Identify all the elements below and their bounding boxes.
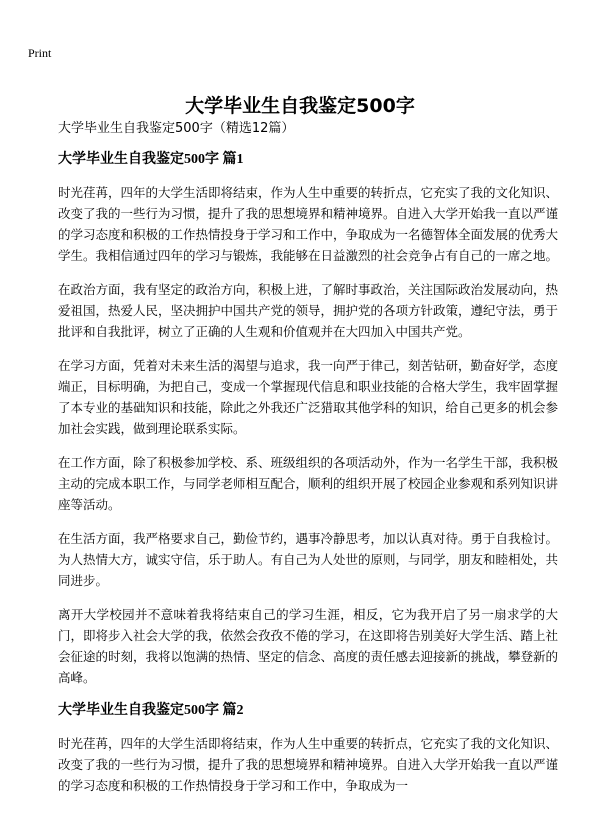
section-heading: 大学毕业生自我鉴定500字 篇1 [58, 152, 244, 167]
paragraph: 在学习方面，凭着对未来生活的渴望与追求，我一向严于律己，刻苦钻研，勤奋好学，态度端正，目标明确，为把自己，变成一个掌握现代信息和职业技能的合格大学生，我牢固掌握了本专业的基础知识和技能，除此之外我还广泛猎取其他学科的知识，给自己更多的机会参加社会实践，做到理论联系实际。 [58, 358, 559, 436]
paragraph: 在工作方面，除了积极参加学校、系、班级组织的各项活动外，作为一名学生干部，我积极主动的完成本职工作，与同学老师相互配合，顺利的组织开展了校园企业参观和系列知识讲座等活动。 [58, 455, 559, 512]
section-heading: 大学毕业生自我鉴定500字 篇2 [58, 703, 244, 718]
print-link[interactable]: Print [28, 46, 52, 60]
page-title: 大学毕业生自我鉴定500字 [185, 94, 415, 117]
paragraph: 在政治方面，我有坚定的政治方向，积极上进，了解时事政治，关注国际政治发展动向，热爱祖国，热爱人民，坚决拥护中国共产党的领导，拥护党的各项方针政策，遵纪守法，勇于批评和自我批评，树立了正确的人生观和价值观并在大四加入中国共产党。 [58, 282, 559, 339]
paragraph: 时光荏苒，四年的大学生活即将结束，作为人生中重要的转折点，它充实了我的文化知识、改变了我的一些行为习惯，提升了我的思想境界和精神境界。自进入大学开始我一直以严谨的学习态度和积极的工作热情投身于学习和工作中，争取成为一名德智体全面发展的优秀大学生。我相信通过四年的学习与锻炼，我能够在日益激烈的社会竞争占有自己的一席之地。 [58, 185, 559, 263]
paragraph: 离开大学校园并不意味着我将结束自己的学习生涯，相反，它为我开启了另一扇求学的大门，即将步入社会大学的我，依然会孜孜不倦的学习，在这即将告别美好大学生活、踏上社会征途的时刻，我将以饱满的热情、坚定的信念、高度的责任感去迎接新的挑战，攀登新的高峰。 [58, 607, 559, 685]
paragraph: 时光荏苒，四年的大学生活即将结束，作为人生中重要的转折点，它充实了我的文化知识、改变了我的一些行为习惯，提升了我的思想境界和精神境界。自进入大学开始我一直以严谨的学习态度和积极的工作热情投身于学习和工作中，争取成为一 [58, 736, 559, 793]
document-body [58, 120, 558, 809]
document-subtitle: 大学毕业生自我鉴定500字（精选12篇） [58, 121, 295, 136]
paragraph: 在生活方面，我严格要求自己，勤俭节约，遇事冷静思考，加以认真对待。勇于自我检讨。为人热情大方，诚实守信，乐于助人。有自己为人处世的原则，与同学，朋友和睦相处，共同进步。 [58, 531, 559, 588]
